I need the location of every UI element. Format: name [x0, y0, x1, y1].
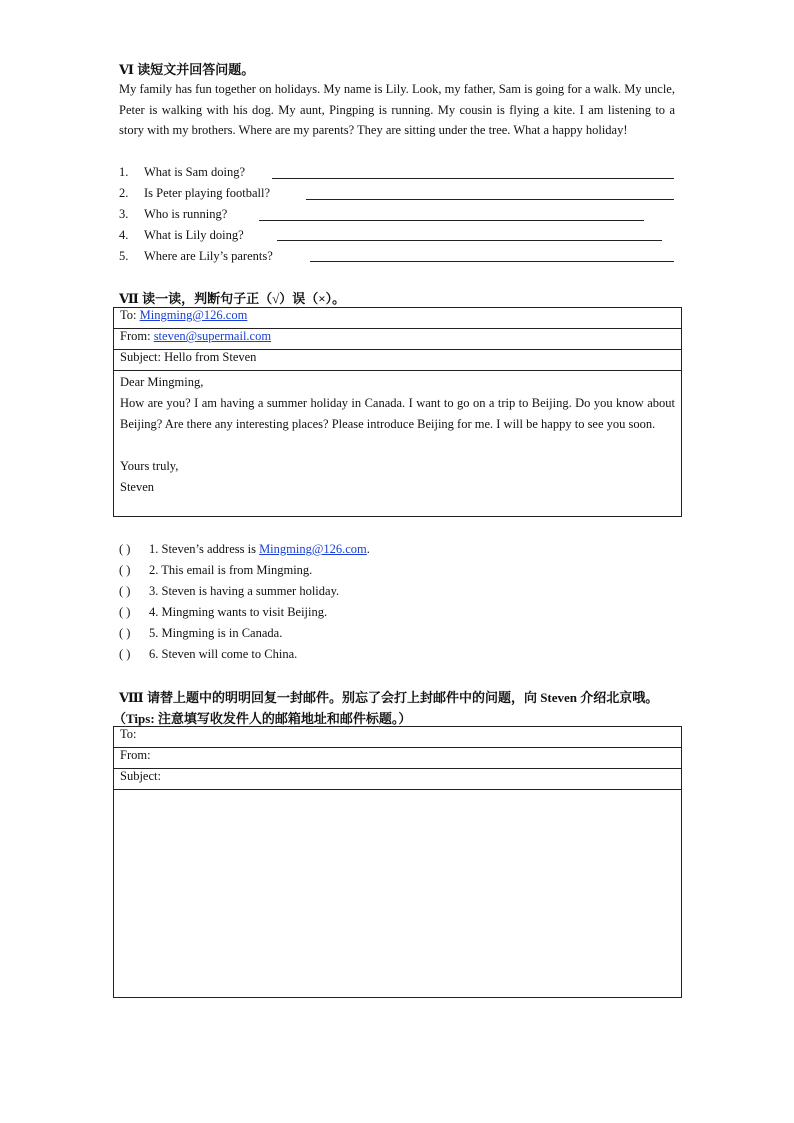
answer-line-3[interactable]	[259, 220, 644, 221]
question-number: 1.	[119, 165, 129, 179]
email-closing: Yours truly,	[120, 459, 179, 473]
answer-line-1[interactable]	[272, 178, 674, 179]
statement-6	[119, 644, 297, 665]
email-body-cell	[114, 371, 682, 517]
answer-line-2[interactable]	[306, 199, 674, 200]
section-7-heading: Ⅶ 读一读，判断句子正（√）误（×）。	[119, 291, 346, 306]
reply-subject-label: Subject:	[120, 769, 161, 783]
question-text: What is Lily doing?	[144, 228, 244, 242]
email-body: How are you? I am having a summer holiday in Canada. I want to go on a trip to Beijing. Do you know about Beijing? Are there any interesting places? Please introduce Beijing for me. I will be happy to see you soon.	[120, 396, 675, 431]
email-greeting: Dear Mingming,	[120, 375, 204, 389]
question-3	[119, 204, 227, 224]
statement-text: 6. Steven will come to China.	[149, 647, 298, 661]
reply-from-label: From:	[120, 748, 151, 762]
reply-to-label: To:	[120, 727, 137, 741]
statement-text: 2. This email is from Mingming.	[149, 563, 313, 577]
email-subject-row	[114, 350, 682, 371]
section-8-tips: （Tips: 注意填写收发件人的邮箱地址和邮件标题。）	[113, 711, 412, 726]
statement-3	[119, 581, 339, 602]
email-from-row	[114, 329, 682, 350]
question-text: Who is running?	[144, 207, 228, 221]
section-6-heading: Ⅵ 读短文并回答问题。	[119, 62, 255, 77]
answer-paren[interactable]: ( )	[119, 626, 131, 640]
reply-email-table	[113, 726, 682, 998]
reply-to-row[interactable]	[114, 727, 682, 748]
question-text: Where are Lily’s parents?	[144, 249, 273, 263]
statement-text: 4. Mingming wants to visit Beijing.	[149, 605, 328, 619]
question-number: 5.	[119, 249, 129, 263]
statement-5	[119, 623, 282, 644]
from-label: From:	[120, 329, 151, 343]
section-8-heading: Ⅷ 请替上题中的明明回复一封邮件。别忘了会打上封邮件中的问题，向 Steven 介绍北京哦。	[119, 690, 659, 705]
email-signature: Steven	[120, 480, 155, 494]
to-address-link[interactable]: Mingming@126.com	[139, 308, 248, 322]
reading-passage: My family has fun together on holidays. My name is Lily. Look, my father, Sam is going for a walk. My uncle, Peter is walking with his dog. My aunt, Pingping is running. My cousin is flying a kite. I am listening to a story with my brothers. Where are my parents? They are sitting under the tree. What a happy holiday!	[119, 82, 675, 138]
subject-label: Subject:	[120, 350, 161, 364]
statement-2	[119, 560, 312, 581]
answer-paren[interactable]: ( )	[119, 563, 131, 577]
email-to-row	[114, 308, 682, 329]
answer-line-5[interactable]	[310, 261, 674, 262]
question-4	[119, 225, 244, 245]
statement-text: 1. Steven’s address is	[149, 542, 260, 556]
reply-from-row[interactable]	[114, 748, 682, 769]
statement-text: 5. Mingming is in Canada.	[149, 626, 283, 640]
answer-paren[interactable]: ( )	[119, 647, 131, 661]
reply-subject-row[interactable]	[114, 769, 682, 790]
question-number: 3.	[119, 207, 129, 221]
question-text: What is Sam doing?	[144, 165, 246, 179]
statement-4	[119, 602, 327, 623]
subject-value: Hello from Steven	[164, 350, 257, 364]
answer-line-4[interactable]	[277, 240, 662, 241]
answer-paren[interactable]: ( )	[119, 605, 131, 619]
to-label: To:	[120, 308, 137, 322]
statement-text: 3. Steven is having a summer holiday.	[149, 584, 340, 598]
reply-body-area[interactable]	[114, 790, 682, 998]
question-text: Is Peter playing football?	[144, 186, 271, 200]
from-address-link[interactable]: steven@supermail.com	[153, 329, 272, 343]
address-link[interactable]: Mingming@126.com	[259, 542, 367, 556]
question-2	[119, 183, 270, 203]
question-number: 4.	[119, 228, 129, 242]
answer-paren[interactable]: ( )	[119, 584, 131, 598]
answer-paren[interactable]: ( )	[119, 542, 131, 556]
question-1	[119, 162, 245, 182]
email-table	[113, 307, 682, 517]
statement-1: ( ) 1. Steven’s address is Mingming@126.com.	[119, 539, 370, 560]
question-5	[119, 246, 273, 266]
question-number: 2.	[119, 186, 129, 200]
